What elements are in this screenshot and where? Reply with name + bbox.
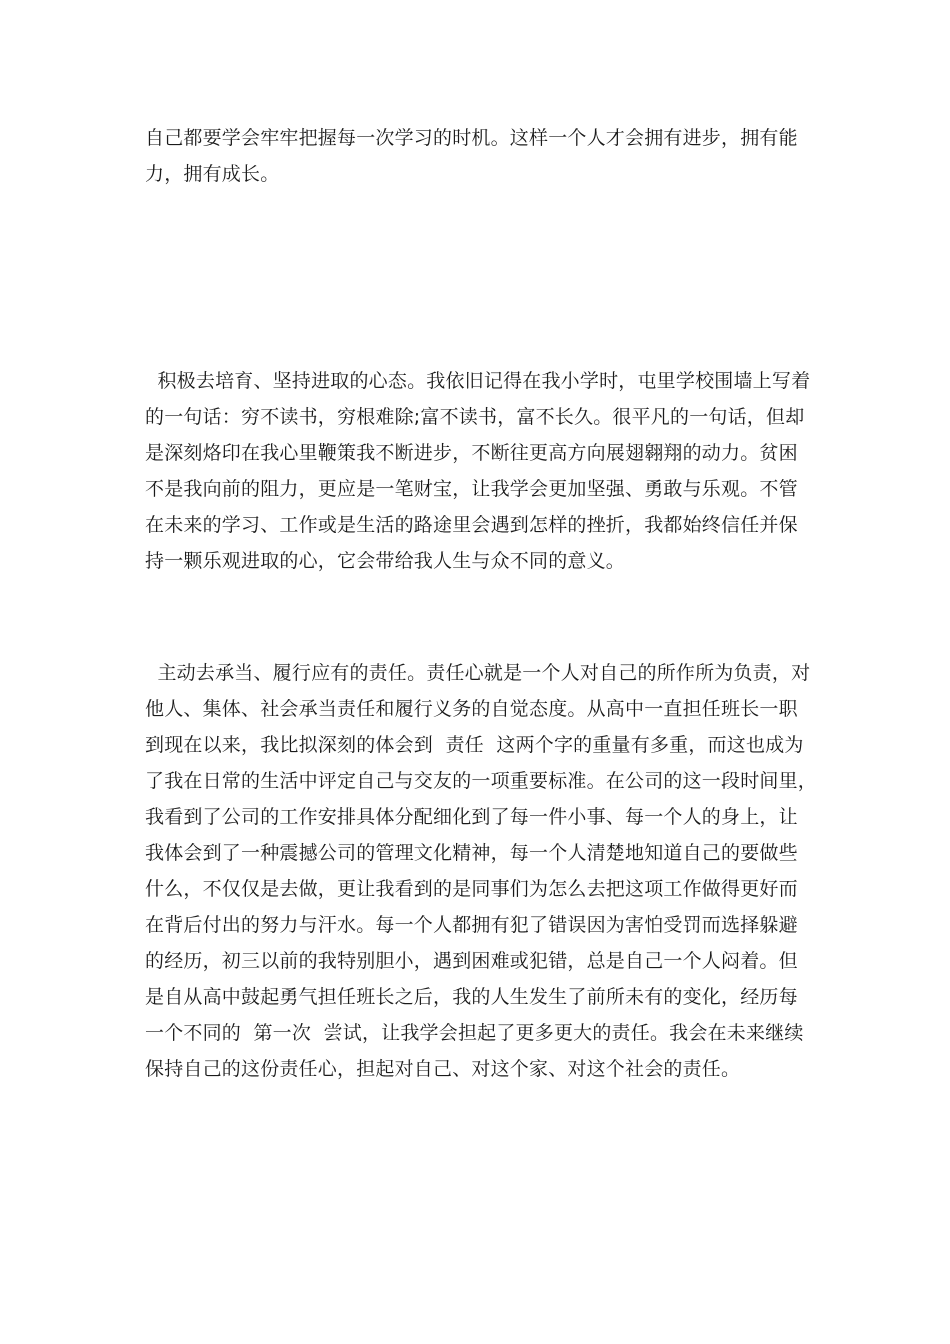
paragraph-line: 我看到了公司的工作安排具体分配细化到了每一件小事、每一个人的身上，让 <box>145 806 798 828</box>
paragraph-line: 在背后付出的努力与汗水。每一个人都拥有犯了错误因为害怕受罚而选择躲避 <box>145 914 798 936</box>
paragraph-line: 了我在日常的生活中评定自己与交友的一项重要标准。在公司的这一段时间里， <box>145 770 818 792</box>
paragraph-line: 一个不同的 第一次 尝试，让我学会担起了更多更大的责任。我会在未来继续 <box>145 1022 804 1044</box>
paragraph-1 <box>145 120 810 192</box>
paragraph-line: 是深刻烙印在我心里鞭策我不断进步，不断往更高方向展翅翱翔的动力。贫困 <box>145 442 798 464</box>
paragraph-line: 的经历，初三以前的我特别胆小，遇到困难或犯错，总是自己一个人闷着。但 <box>145 950 798 972</box>
paragraph-3 <box>145 655 818 1087</box>
paragraph-line: 什么，不仅仅是去做，更让我看到的是同事们为怎么去把这项工作做得更好而 <box>145 878 798 900</box>
paragraph-line: 他人、集体、社会承当责任和履行义务的自觉态度。从高中一直担任班长一职 <box>145 698 798 720</box>
paragraph-line: 到现在以来，我比拟深刻的体会到 责任 这两个字的重量有多重，而这也成为 <box>145 734 804 756</box>
paragraph-line: 保持自己的这份责任心，担起对自己、对这个家、对这个社会的责任。 <box>145 1058 741 1080</box>
paragraph-line: 积极去培育、坚持进取的心态。我依旧记得在我小学时，屯里学校围墙上写着 <box>145 370 811 392</box>
paragraph-line: 持一颗乐观进取的心，它会带给我人生与众不同的意义。 <box>145 550 626 572</box>
paragraph-line: 是自从高中鼓起勇气担任班长之后，我的人生发生了前所未有的变化，经历每 <box>145 986 798 1008</box>
paragraph-2 <box>145 363 810 579</box>
paragraph-line: 的一句话：穷不读书，穷根难除;富不读书，富不长久。很平凡的一句话，但却 <box>145 406 805 428</box>
paragraph-line: 主动去承当、履行应有的责任。责任心就是一个人对自己的所作所为负责，对 <box>145 662 811 684</box>
paragraph-line: 我体会到了一种震撼公司的管理文化精神，每一个人清楚地知道自己的要做些 <box>145 842 798 864</box>
paragraph-line: 不是我向前的阻力，更应是一笔财宝，让我学会更加坚强、勇敢与乐观。不管 <box>145 478 798 500</box>
paragraph-line: 力，拥有成长。 <box>145 163 280 185</box>
paragraph-line: 在未来的学习、工作或是生活的路途里会遇到怎样的挫折，我都始终信任并保 <box>145 514 798 536</box>
paragraph-line: 自己都要学会牢牢把握每一次学习的时机。这样一个人才会拥有进步，拥有能 <box>145 127 798 149</box>
